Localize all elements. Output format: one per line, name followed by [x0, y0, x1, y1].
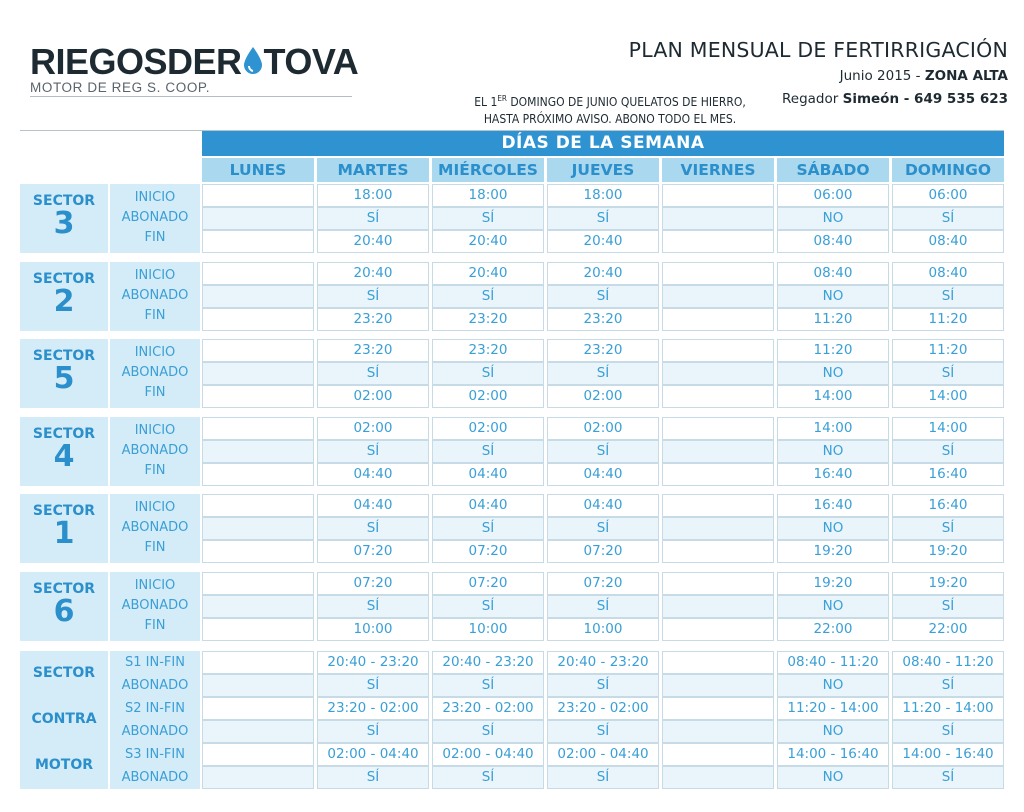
table-cell [202, 674, 314, 697]
sector-label: SECTOR [32, 503, 96, 519]
row-label: INICIO [134, 577, 176, 593]
table-cell: SÍ [432, 595, 544, 618]
sector-number: 1 [53, 516, 75, 551]
table-cell: 11:20 [892, 308, 1004, 331]
table-cell: 20:40 [547, 262, 659, 285]
table-cell [662, 362, 774, 385]
table-cell: 16:40 [892, 463, 1004, 486]
table-cell: SÍ [432, 285, 544, 308]
table-cell [202, 308, 314, 331]
table-cell: 23:20 - 02:00 [547, 697, 659, 720]
motor-group-label: CONTRA [31, 711, 97, 727]
table-cell: 08:40 [892, 262, 1004, 285]
table-cell: 22:00 [777, 618, 889, 641]
sector-label: SECTOR [32, 270, 96, 287]
table-cell: 22:00 [892, 618, 1004, 641]
table-cell: SÍ [547, 362, 659, 385]
table-cell: SÍ [547, 285, 659, 308]
table-cell [662, 207, 774, 230]
table-cell [202, 184, 314, 207]
table-cell: 14:00 [892, 417, 1004, 440]
table-cell [202, 339, 314, 362]
month-text: Junio 2015 [839, 68, 912, 84]
table-cell: 11:20 - 14:00 [777, 697, 889, 720]
table-cell: SÍ [317, 207, 429, 230]
table-cell: SÍ [432, 766, 544, 789]
table-cell: NO [777, 517, 889, 540]
table-cell: 19:20 [892, 540, 1004, 563]
table-cell [202, 618, 314, 641]
table-cell [662, 385, 774, 408]
day-header: LUNES [202, 158, 314, 182]
table-cell: 20:40 - 23:20 [317, 651, 429, 674]
table-cell [202, 230, 314, 253]
row-label: FIN [144, 462, 166, 478]
table-cell: 14:00 - 16:40 [892, 743, 1004, 766]
regador-line [782, 91, 1008, 107]
motor-row-label: S2 IN-FIN [125, 701, 185, 716]
table-cell: SÍ [432, 674, 544, 697]
table-cell: SÍ [317, 720, 429, 743]
water-drop-icon [242, 46, 264, 76]
table-cell: SÍ [432, 207, 544, 230]
row-label: INICIO [134, 267, 176, 283]
day-header: SÁBADO [777, 158, 889, 182]
motor-group-label: SECTOR [32, 665, 96, 681]
sector-number: 5 [53, 361, 75, 396]
table-cell: 20:40 [547, 230, 659, 253]
motor-row-label: ABONADO [121, 724, 189, 739]
table-cell [662, 417, 774, 440]
regador-name: Simeón - 649 535 623 [842, 91, 1008, 107]
table-cell [662, 440, 774, 463]
table-cell: 07:20 [317, 572, 429, 595]
motor-row-label: S1 IN-FIN [125, 655, 185, 670]
row-label: ABONADO [121, 210, 189, 225]
table-cell [662, 651, 774, 674]
table-cell: 06:00 [777, 184, 889, 207]
sector-box [20, 262, 108, 331]
table-cell: 23:20 [317, 339, 429, 362]
table-cell: 02:00 [547, 385, 659, 408]
month-zone-line: Junio 2015 - ZONA ALTA [839, 68, 1008, 84]
table-cell: 02:00 - 04:40 [317, 743, 429, 766]
table-cell [202, 417, 314, 440]
table-cell: 02:00 [432, 385, 544, 408]
motor-row-label: S3 IN-FIN [125, 747, 185, 762]
table-cell: 23:20 [432, 308, 544, 331]
table-cell: 04:40 [432, 494, 544, 517]
day-header: DOMINGO [892, 158, 1004, 182]
company-logo [30, 42, 360, 97]
table-cell: SÍ [317, 362, 429, 385]
table-cell: 02:00 [547, 417, 659, 440]
logo-text-part2: TOVA [263, 41, 359, 82]
table-cell: NO [777, 674, 889, 697]
table-cell [662, 308, 774, 331]
sector-box [20, 184, 108, 253]
table-cell: SÍ [892, 595, 1004, 618]
table-cell: 23:20 [547, 339, 659, 362]
table-cell [662, 572, 774, 595]
sector-number: 2 [53, 283, 75, 319]
table-cell: SÍ [892, 362, 1004, 385]
table-cell: SÍ [547, 595, 659, 618]
day-header: MARTES [317, 158, 429, 182]
table-cell [202, 207, 314, 230]
table-cell: SÍ [432, 440, 544, 463]
table-cell: 02:00 [317, 417, 429, 440]
table-cell: 04:40 [317, 494, 429, 517]
sector-label: SECTOR [32, 193, 96, 209]
table-cell: SÍ [892, 766, 1004, 789]
table-cell: 08:40 [777, 262, 889, 285]
table-cell: 20:40 [432, 230, 544, 253]
row-label: ABONADO [121, 442, 189, 458]
table-cell: 04:40 [547, 494, 659, 517]
table-cell [662, 285, 774, 308]
table-cell [202, 494, 314, 517]
table-cell [662, 720, 774, 743]
table-cell: 11:20 [892, 339, 1004, 362]
table-cell: SÍ [547, 207, 659, 230]
table-cell: SÍ [432, 362, 544, 385]
table-cell: SÍ [892, 720, 1004, 743]
table-cell: 16:40 [777, 494, 889, 517]
table-cell: SÍ [547, 720, 659, 743]
table-cell: 07:20 [547, 572, 659, 595]
sector-number: 4 [53, 438, 75, 474]
table-cell: 10:00 [432, 618, 544, 641]
table-cell: 02:00 - 04:40 [547, 743, 659, 766]
table-cell: 18:00 [317, 184, 429, 207]
table-cell: 07:20 [547, 540, 659, 563]
row-label: ABONADO [121, 520, 189, 535]
table-cell [662, 674, 774, 697]
table-cell [202, 595, 314, 618]
table-cell: 07:20 [432, 540, 544, 563]
table-cell: 18:00 [547, 184, 659, 207]
table-cell: NO [777, 720, 889, 743]
logo-text-part1: RIEGOSDER [30, 41, 242, 82]
table-cell: 04:40 [432, 463, 544, 486]
day-header: MIÉRCOLES [432, 158, 544, 182]
logo-subtitle: MOTOR DE REG S. COOP. [30, 80, 352, 97]
page-title: PLAN MENSUAL DE FERTIRRIGACIÓN [628, 38, 1008, 62]
table-cell: 20:40 [317, 230, 429, 253]
table-cell: 11:20 [777, 308, 889, 331]
table-cell: 19:20 [777, 572, 889, 595]
table-cell: SÍ [317, 674, 429, 697]
table-cell: SÍ [317, 440, 429, 463]
sector-box [20, 494, 108, 563]
table-cell: NO [777, 440, 889, 463]
notice-line1: DOMINGO DE JUNIO QUELATOS DE HIERRO, [506, 95, 746, 109]
table-cell: 19:20 [892, 572, 1004, 595]
sector-box [20, 417, 108, 486]
table-cell [202, 362, 314, 385]
table-cell [662, 184, 774, 207]
sector-box [20, 572, 108, 641]
day-header: JUEVES [547, 158, 659, 182]
table-cell [202, 285, 314, 308]
row-label: ABONADO [121, 287, 189, 303]
table-cell: SÍ [317, 766, 429, 789]
table-cell: 18:00 [432, 184, 544, 207]
notice-text [445, 90, 775, 128]
table-cell [202, 440, 314, 463]
table-cell: 08:40 - 11:20 [892, 651, 1004, 674]
table-cell: 16:40 [777, 463, 889, 486]
table-cell: SÍ [547, 440, 659, 463]
table-cell: 11:20 [777, 339, 889, 362]
table-cell: NO [777, 362, 889, 385]
table-cell [202, 743, 314, 766]
row-label: INICIO [134, 422, 176, 438]
table-cell: 14:00 - 16:40 [777, 743, 889, 766]
table-cell: 04:40 [317, 463, 429, 486]
sector-number: 3 [53, 206, 75, 241]
row-label: INICIO [134, 190, 176, 205]
table-cell [202, 766, 314, 789]
day-header: VIERNES [662, 158, 774, 182]
table-cell: SÍ [432, 517, 544, 540]
table-cell [202, 720, 314, 743]
table-cell: 02:00 [432, 417, 544, 440]
row-label: INICIO [134, 345, 176, 360]
sector-label: SECTOR [32, 348, 96, 364]
table-cell: SÍ [317, 517, 429, 540]
zone-text: ZONA ALTA [924, 68, 1008, 84]
table-cell [662, 339, 774, 362]
row-label: INICIO [134, 500, 176, 515]
table-cell: 11:20 - 14:00 [892, 697, 1004, 720]
table-cell: 14:00 [777, 417, 889, 440]
row-label: FIN [144, 617, 166, 633]
motor-group-label: MOTOR [34, 757, 94, 773]
motor-row-label: ABONADO [121, 770, 189, 785]
days-banner: DÍAS DE LA SEMANA [202, 131, 1004, 156]
table-cell: NO [777, 207, 889, 230]
table-cell [662, 766, 774, 789]
motor-row-label: ABONADO [121, 678, 189, 693]
row-label: ABONADO [121, 365, 189, 380]
table-cell: 07:20 [432, 572, 544, 595]
table-cell: SÍ [892, 285, 1004, 308]
table-cell: 08:40 - 11:20 [777, 651, 889, 674]
table-cell [202, 463, 314, 486]
notice-prefix: EL 1 [474, 95, 498, 109]
row-label: FIN [144, 540, 166, 555]
table-cell [202, 697, 314, 720]
table-cell: 10:00 [547, 618, 659, 641]
sector-label: SECTOR [32, 580, 96, 597]
table-cell: SÍ [432, 720, 544, 743]
regador-label: Regador [781, 91, 839, 107]
table-cell: 08:40 [892, 230, 1004, 253]
table-cell: 23:20 [432, 339, 544, 362]
table-cell: 23:20 [317, 308, 429, 331]
row-label: ABONADO [121, 597, 189, 613]
row-label: FIN [144, 307, 166, 323]
table-cell: 20:40 [317, 262, 429, 285]
table-cell: 20:40 - 23:20 [432, 651, 544, 674]
table-cell [202, 572, 314, 595]
notice-sup: ER [497, 94, 507, 103]
table-cell: NO [777, 766, 889, 789]
table-cell: 23:20 [547, 308, 659, 331]
table-cell: 16:40 [892, 494, 1004, 517]
table-cell: SÍ [892, 517, 1004, 540]
row-label: FIN [144, 385, 166, 400]
row-label: FIN [144, 230, 166, 245]
table-cell: 10:00 [317, 618, 429, 641]
table-cell: 02:00 [317, 385, 429, 408]
table-cell: 06:00 [892, 184, 1004, 207]
table-cell: SÍ [547, 517, 659, 540]
table-cell: 20:40 - 23:20 [547, 651, 659, 674]
table-cell: 19:20 [777, 540, 889, 563]
table-cell: SÍ [317, 285, 429, 308]
table-cell [662, 230, 774, 253]
table-cell [662, 697, 774, 720]
table-cell [662, 595, 774, 618]
table-cell [662, 517, 774, 540]
table-cell [202, 385, 314, 408]
table-cell [662, 262, 774, 285]
table-cell [202, 262, 314, 285]
table-cell: NO [777, 285, 889, 308]
table-cell [662, 494, 774, 517]
table-cell: 14:00 [777, 385, 889, 408]
table-cell: SÍ [317, 595, 429, 618]
table-cell: 04:40 [547, 463, 659, 486]
table-cell [202, 540, 314, 563]
sector-number: 6 [53, 593, 75, 629]
table-cell: SÍ [892, 674, 1004, 697]
table-cell [662, 540, 774, 563]
table-cell: 02:00 - 04:40 [432, 743, 544, 766]
table-cell [202, 651, 314, 674]
table-cell: 08:40 [777, 230, 889, 253]
sector-label: SECTOR [32, 425, 96, 442]
notice-line2: HASTA PRÓXIMO AVISO. ABONO TODO EL MES. [483, 112, 737, 126]
table-cell: 23:20 - 02:00 [317, 697, 429, 720]
table-cell [662, 463, 774, 486]
table-cell: 07:20 [317, 540, 429, 563]
table-cell: 20:40 [432, 262, 544, 285]
table-cell: 23:20 - 02:00 [432, 697, 544, 720]
table-cell: SÍ [547, 674, 659, 697]
table-cell [662, 618, 774, 641]
table-cell: SÍ [892, 207, 1004, 230]
table-cell [202, 517, 314, 540]
table-cell: SÍ [547, 766, 659, 789]
sector-box [20, 339, 108, 408]
table-cell: 14:00 [892, 385, 1004, 408]
table-cell: NO [777, 595, 889, 618]
table-cell: SÍ [892, 440, 1004, 463]
table-cell [662, 743, 774, 766]
